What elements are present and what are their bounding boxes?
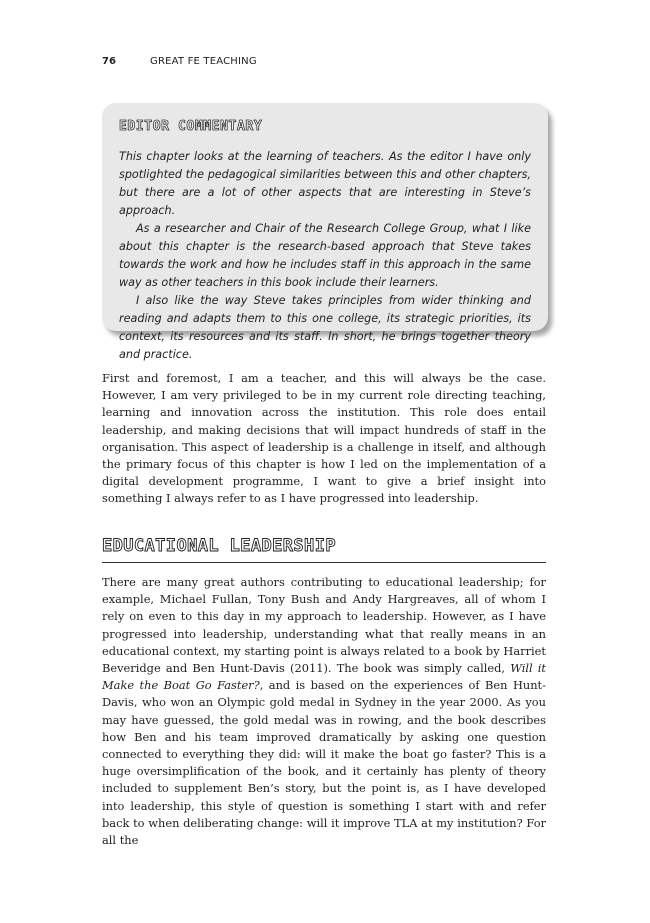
section-body-paragraph — [102, 574, 546, 849]
section-divider — [102, 562, 546, 563]
section-body-text: , and is based on the experiences of Ben Hunt-Davis, who won an Olympic gold medal in Sydney in the year 2000. As you may have guessed, the gold medal was in rowing, and the book describes how Ben and his team improved dramatically by asking one question connected to everything they did: will it make the boat go faster? This is a huge oversimplification of the book, and it certainly has plenty of theory included to supplement Ben’s story, but the point is, as I have developed into leadership, this style of question is something I start with and refer back to when deliberating change: will it improve TLA at my institution? For all the — [102, 678, 546, 848]
commentary-paragraph: As a researcher and Chair of the Research College Group, what I like about this chapter is the research-based approach that Steve takes towards the work and how he includes staff in this approach in the same way as other teachers in this book include their learners. — [119, 222, 531, 289]
editor-commentary-body — [119, 148, 531, 364]
commentary-paragraph: I also like the way Steve takes principles from wider thinking and reading and adapts them to this one college, its strategic priorities, its context, its resources and its staff. In short, he brings together theory and practice. — [119, 294, 531, 361]
intro-paragraph: First and foremost, I am a teacher, and this will always be the case. However, I am very privileged to be in my current role directing teaching, learning and innovation across the institution. This role does entail leadership, and making decisions that will impact hundreds of staff in the organisation. This aspect of leadership is a challenge in itself, and although the primary focus of this chapter is how I led on the implementation of a digital development programme, I want to give a brief insight into something I always refer to as I have progressed into leadership. — [102, 371, 546, 506]
section-heading: EDUCATIONAL LEADERSHIP — [102, 536, 336, 556]
section-body-text: There are many great authors contributing to educational leadership; for example, Michael Fullan, Tony Bush and Andy Hargreaves, all of whom I rely on even to this day in my approach to leadership. However, as I have progressed into leadership, understanding what that really means in an educational context, my starting point is always related to a book by Harriet Beveridge and Ben Hunt-Davis (2011). The book was simply called, — [102, 575, 546, 676]
running-head-title: GREAT FE TEACHING — [150, 56, 257, 67]
page-number: 76 — [102, 56, 116, 67]
editor-commentary-heading: EDITOR COMMENTARY — [119, 119, 263, 134]
running-head — [102, 56, 257, 67]
commentary-paragraph: This chapter looks at the learning of teachers. As the editor I have only spotlighted the pedagogical similarities between this and other chapters, but there are a lot of other aspects that are interesting in Steve’s approach. — [119, 150, 531, 217]
book-title: Will it Make the Boat Go Faster? — [102, 661, 546, 693]
editor-commentary-box — [102, 103, 548, 361]
